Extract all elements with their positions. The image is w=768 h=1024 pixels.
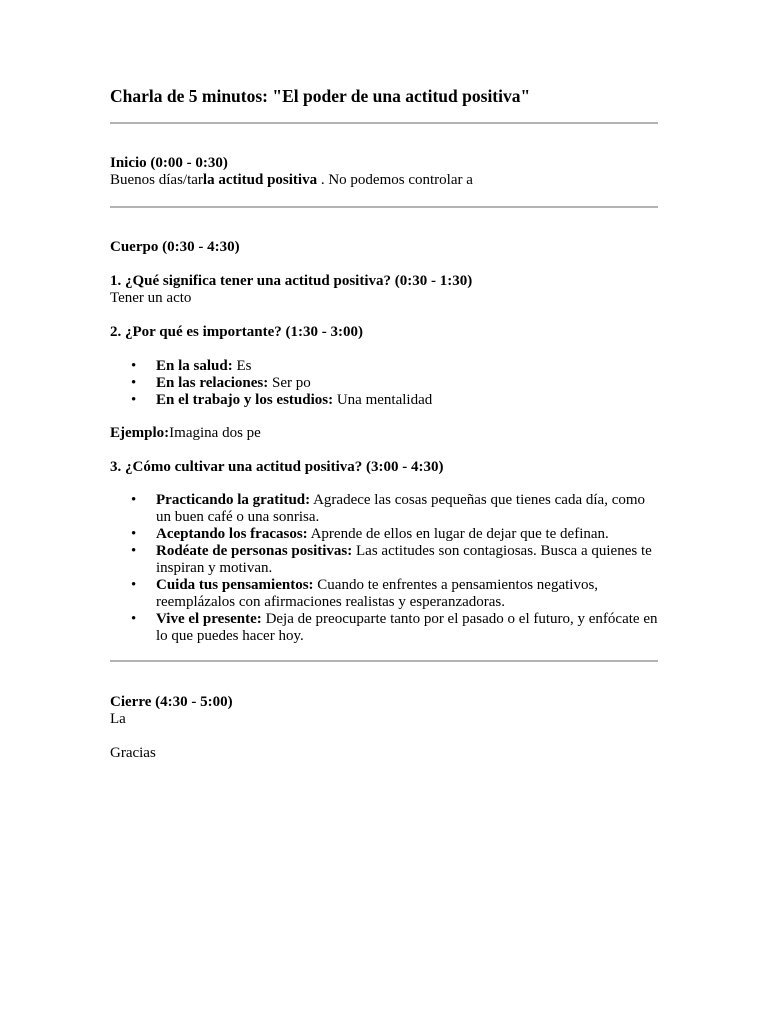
q3-list bbox=[110, 492, 658, 645]
list-item bbox=[110, 577, 658, 611]
list-item-text: Es bbox=[232, 358, 252, 374]
bullet-icon: • bbox=[131, 392, 137, 408]
section-inicio bbox=[110, 155, 658, 189]
list-item-text: Ser po bbox=[268, 375, 311, 391]
ejemplo-text: Imagina dos pe bbox=[169, 425, 261, 441]
list-item bbox=[110, 543, 658, 577]
cierre-text: La bbox=[110, 711, 126, 727]
cuerpo-question-1 bbox=[110, 273, 658, 307]
ejemplo-label: Ejemplo: bbox=[110, 425, 170, 441]
list-item-bold: Practicando la gratitud: bbox=[156, 492, 311, 508]
list-item-text: Aprende de ellos en lugar de dejar que te definan. bbox=[307, 526, 609, 542]
inicio-paragraph bbox=[110, 172, 658, 189]
ejemplo-block bbox=[110, 425, 658, 442]
divider-cuerpo bbox=[110, 660, 658, 662]
list-item-bold: Vive el presente: bbox=[156, 611, 262, 627]
cuerpo-question-2 bbox=[110, 324, 658, 341]
ejemplo-paragraph bbox=[110, 425, 658, 442]
q2-list bbox=[110, 358, 658, 409]
list-item-bold: Aceptando los fracasos: bbox=[156, 526, 308, 542]
bullet-icon: • bbox=[131, 577, 137, 593]
list-item-bold: Rodéate de personas positivas: bbox=[156, 543, 353, 559]
list-item bbox=[110, 358, 658, 375]
list-item bbox=[110, 611, 658, 645]
q3-heading: 3. ¿Cómo cultivar una actitud positiva? (3:00 - 4:30) bbox=[110, 459, 444, 475]
bullet-icon: • bbox=[131, 543, 137, 559]
list-item-text: Agradece las cosas pequeñas que tienes cada día, como un buen café o una sonrisa. bbox=[156, 492, 646, 525]
bullet-icon: • bbox=[131, 611, 137, 627]
closing-text: Gracias bbox=[110, 745, 156, 761]
cierre-heading: Cierre (4:30 - 5:00) bbox=[110, 694, 233, 710]
list-item bbox=[110, 375, 658, 392]
list-item bbox=[110, 526, 658, 543]
list-item-bold: Cuida tus pensamientos: bbox=[156, 577, 314, 593]
q1-heading: 1. ¿Qué significa tener una actitud positiva? (0:30 - 1:30) bbox=[110, 273, 473, 289]
page-title: Charla de 5 minutos: "El poder de una actitud positiva" bbox=[110, 86, 531, 106]
bullet-icon: • bbox=[131, 375, 137, 391]
list-item-text: Deja de preocuparte tanto por el pasado o el futuro, y enfócate en lo que puedes hacer hoy. bbox=[156, 611, 658, 644]
list-item bbox=[110, 392, 658, 409]
q3-list-block bbox=[110, 492, 658, 645]
section-cuerpo bbox=[110, 239, 658, 256]
inicio-text-bold: la actitud positiva bbox=[202, 172, 318, 188]
q2-list-block bbox=[110, 358, 658, 409]
list-item-text: Cuando te enfrentes a pensamientos negativos, reemplázalos con afirmaciones realistas y esperanzadoras. bbox=[156, 577, 599, 610]
bullet-icon: • bbox=[131, 526, 137, 542]
list-item-bold: En la salud: bbox=[156, 358, 233, 374]
bullet-icon: • bbox=[131, 358, 137, 374]
divider-title bbox=[110, 122, 658, 124]
list-item-bold: En las relaciones: bbox=[156, 375, 269, 391]
list-item-text: Las actitudes son contagiosas. Busca a quienes te inspiran y motivan. bbox=[156, 543, 652, 576]
cuerpo-question-3 bbox=[110, 459, 658, 476]
section-cierre bbox=[110, 694, 658, 728]
inicio-heading: Inicio (0:00 - 0:30) bbox=[110, 155, 228, 171]
inicio-text-after: . No podemos controlar a bbox=[317, 172, 473, 188]
list-item-text: Una mentalidad bbox=[333, 392, 433, 408]
list-item bbox=[110, 492, 658, 526]
cuerpo-heading: Cuerpo (0:30 - 4:30) bbox=[110, 239, 240, 255]
bullet-icon: • bbox=[131, 492, 137, 508]
closing-block bbox=[110, 745, 658, 762]
inicio-text-before: Buenos días/tar bbox=[110, 172, 203, 188]
divider-inicio bbox=[110, 206, 658, 208]
list-item-bold: En el trabajo y los estudios: bbox=[156, 392, 334, 408]
q1-text: Tener un acto bbox=[110, 290, 192, 306]
q2-heading: 2. ¿Por qué es importante? (1:30 - 3:00) bbox=[110, 324, 364, 340]
